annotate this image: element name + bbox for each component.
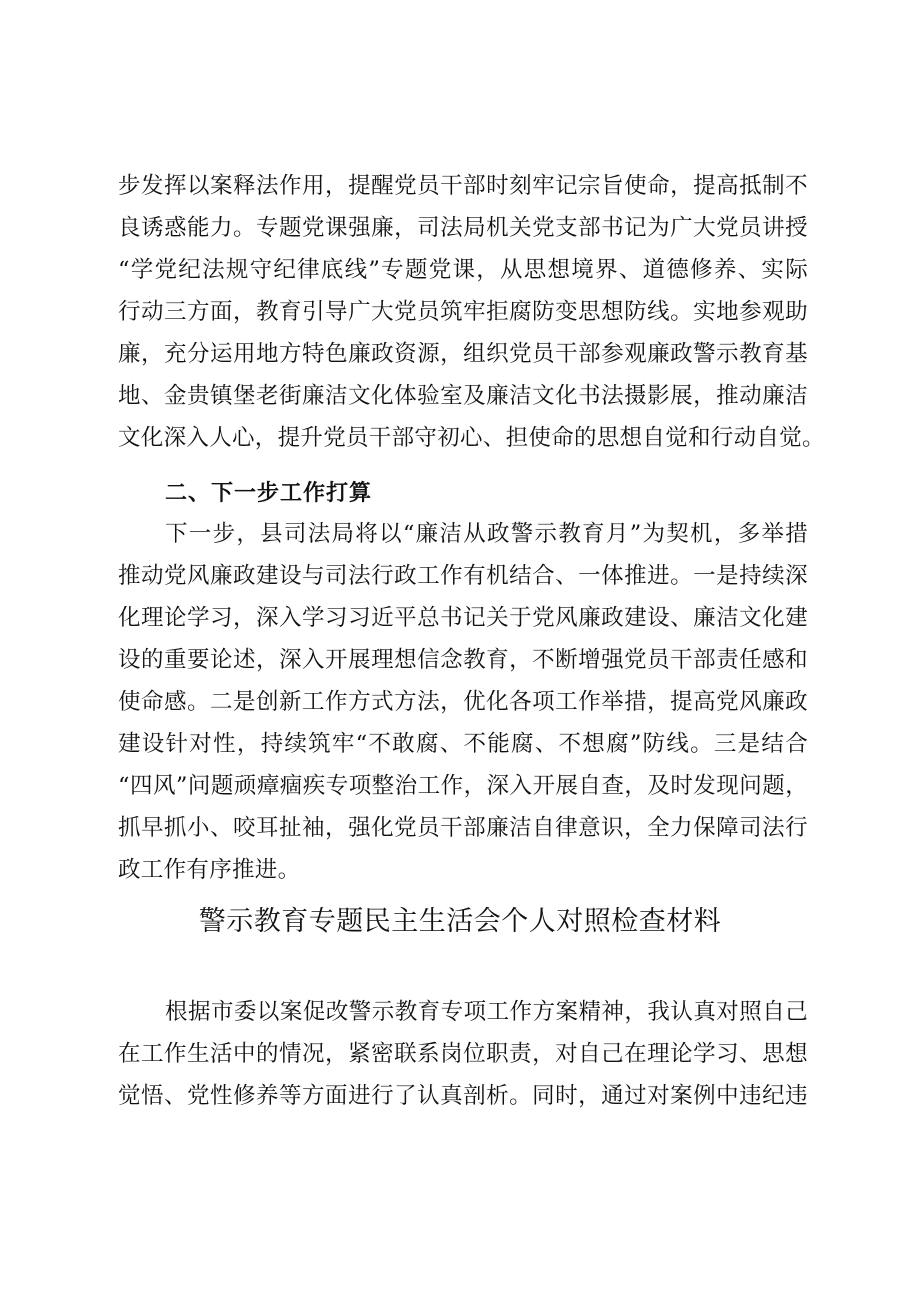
- paragraph-line: 使命感。二是创新工作方式方法，优化各项工作举措，提高党风廉政: [118, 689, 808, 715]
- paragraph-line: 廉，充分运用地方特色廉政资源，组织党员干部参观廉政警示教育基: [118, 341, 808, 367]
- paragraph-line: 根据市委以案促改警示教育专项工作方案精神，我认真对照自己: [165, 999, 808, 1025]
- paragraph-line: 推动党风廉政建设与司法行政工作有机结合、一体推进。一是持续深: [118, 563, 808, 589]
- paragraph-line: 在工作生活中的情况，紧密联系岗位职责，对自己在理论学习、思想: [118, 1041, 808, 1067]
- paragraph-line: 下一步，县司法局将以“廉洁从政警示教育月”为契机，多举措: [165, 521, 808, 547]
- paragraph-line: 建设针对性，持续筑牢“不敢腐、不能腐、不想腐”防线。三是结合: [118, 731, 808, 757]
- paragraph-line: 化理论学习，深入学习习近平总书记关于党风廉政建设、廉洁文化建: [118, 605, 808, 631]
- paragraph-line: 行动三方面，教育引导广大党员筑牢拒腐防变思想防线。实地参观助: [118, 299, 808, 325]
- paragraph-line: 觉悟、党性修养等方面进行了认真剖析。同时，通过对案例中违纪违: [118, 1083, 808, 1109]
- paragraph-line: “四风”问题顽瘴痼疾专项整治工作，深入开展自查，及时发现问题，: [118, 773, 808, 799]
- section-heading: 二、下一步工作打算: [165, 481, 373, 506]
- document-title: 警示教育专题民主生活会个人对照检查材料: [198, 906, 722, 937]
- paragraph-line: 政工作有序推进。: [118, 857, 301, 883]
- paragraph-line: 地、金贵镇堡老街廉洁文化体验室及廉洁文化书法摄影展，推动廉洁: [118, 383, 808, 409]
- paragraph-line: 文化深入人心，提升党员干部守初心、担使命的思想自觉和行动自觉。: [118, 425, 825, 451]
- paragraph-line: “学党纪法规守纪律底线”专题党课，从思想境界、道德修养、实际: [118, 257, 808, 283]
- paragraph-line: 良诱惑能力。专题党课强廉，司法局机关党支部书记为广大党员讲授: [118, 215, 808, 241]
- paragraph-line: 抓早抓小、咬耳扯袖，强化党员干部廉洁自律意识，全力保障司法行: [118, 815, 808, 841]
- paragraph-line: 设的重要论述，深入开展理想信念教育，不断增强党员干部责任感和: [118, 647, 808, 673]
- paragraph-line: 步发挥以案释法作用，提醒党员干部时刻牢记宗旨使命，提高抵制不: [118, 173, 808, 199]
